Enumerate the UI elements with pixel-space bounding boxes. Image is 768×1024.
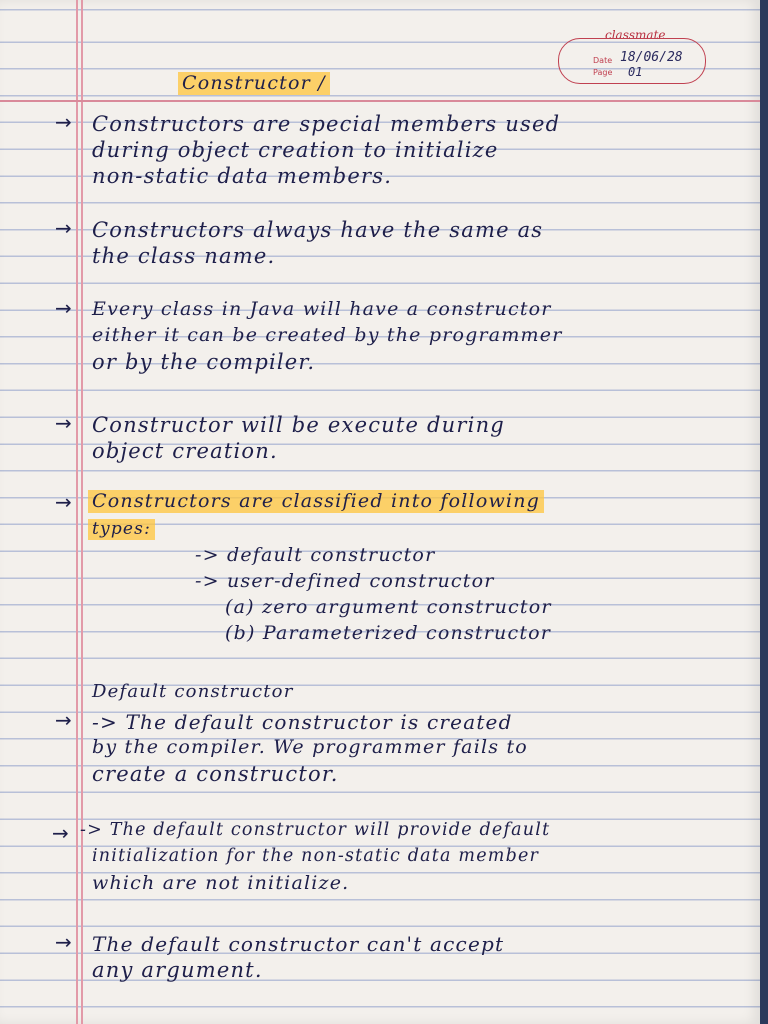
note-line: by the compiler. We programmer fails to (92, 736, 528, 758)
note-line: (b) Parameterized constructor (225, 622, 552, 644)
note-line-highlight: Constructors are classified into following (88, 490, 544, 513)
note-line: which are not initialize. (92, 872, 350, 894)
page-title: Constructor / (178, 72, 330, 95)
bullet-arrow-icon: → (55, 110, 72, 134)
note-line: The default constructor can't accept (92, 932, 505, 956)
header-rule (0, 100, 760, 102)
note-line: -> default constructor (195, 544, 436, 566)
margin-line (76, 0, 78, 1024)
note-line: (a) zero argument constructor (225, 596, 552, 618)
note-line: -> The default constructor will provide default (80, 820, 551, 840)
page-value: 01 (628, 65, 643, 79)
bullet-arrow-icon: → (55, 216, 72, 240)
bullet-arrow-icon: → (55, 296, 72, 320)
note-line: -> The default constructor is created (92, 710, 513, 734)
date-label: Date (593, 56, 613, 65)
note-line: either it can be created by the programmer (92, 324, 563, 346)
date-value: 18/06/28 (620, 50, 683, 65)
bullet-arrow-icon: → (55, 490, 72, 514)
page-label: Page (593, 68, 613, 77)
note-line: or by the compiler. (92, 350, 316, 374)
brand-logo: classmate (605, 28, 666, 42)
note-line: non-static data members. (92, 164, 393, 188)
bullet-arrow-icon: → (55, 708, 72, 732)
note-line: Every class in Java will have a constructor (92, 298, 552, 320)
note-line: create a constructor. (92, 762, 339, 786)
note-line: object creation. (92, 439, 278, 463)
note-line: -> user-defined constructor (195, 570, 495, 592)
note-line: any argument. (92, 958, 263, 982)
note-line-highlight: types: (88, 519, 155, 540)
note-line: Constructor will be execute during (92, 413, 505, 437)
note-line: Constructors are special members used (92, 112, 561, 136)
bullet-arrow-icon: → (55, 411, 72, 435)
note-line: Default constructor (92, 681, 294, 702)
bullet-arrow-icon: → (52, 821, 69, 845)
note-line: the class name. (92, 244, 276, 268)
margin-line (81, 0, 83, 1024)
note-line: Constructors always have the same as (92, 218, 544, 242)
bullet-arrow-icon: → (55, 930, 72, 954)
note-line: during object creation to initialize (92, 138, 499, 162)
note-line: initialization for the non-static data member (92, 846, 540, 866)
